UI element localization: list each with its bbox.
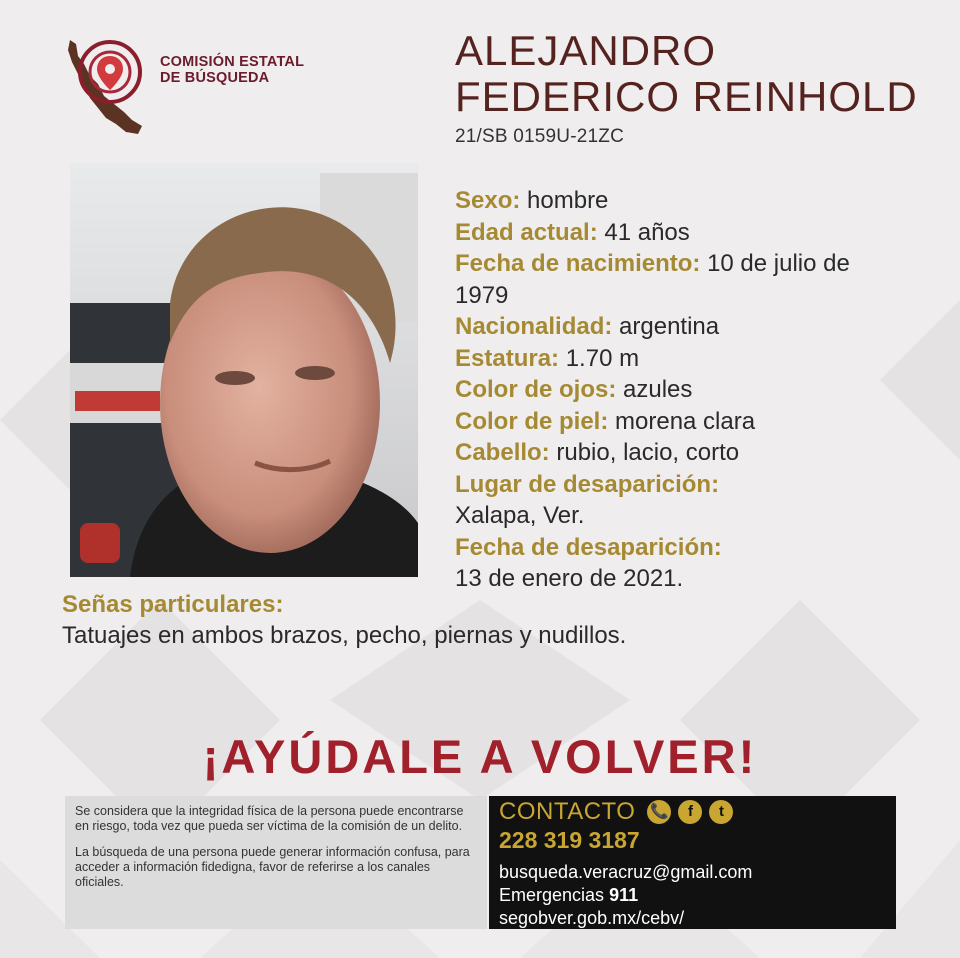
person-name-block — [455, 28, 960, 148]
distinguishing-marks — [62, 589, 942, 651]
detail-fecha-value: 13 de enero de 2021. — [455, 565, 684, 592]
detail-nacionalidad: Nacionalidad: argentina — [455, 313, 720, 340]
person-last-names: FEDERICO REINHOLD — [455, 73, 918, 120]
detail-ojos: Color de ojos: azules — [455, 376, 693, 403]
contact-emergencias: Emergencias 911 — [499, 885, 639, 905]
facebook-icon: f — [678, 800, 702, 824]
senas-label: Señas particulares: — [62, 591, 284, 618]
logo-line-1: COMISIÓN ESTATAL — [160, 54, 305, 70]
contact-header — [499, 798, 896, 826]
contact-email: busqueda.veracruz@gmail.com — [499, 862, 753, 882]
detail-estatura: Estatura: 1.70 m — [455, 344, 640, 372]
twitter-icon: t — [709, 800, 733, 824]
phone-icon: 📞 — [647, 800, 671, 824]
detail-edad: Edad actual: 41 años — [455, 218, 690, 246]
detail-fecha-label: Fecha de desaparición: — [455, 533, 722, 561]
case-folio: 21/SB 0159U-21ZC — [455, 126, 625, 147]
detail-lugar-value: Xalapa, Ver. — [455, 502, 585, 529]
contact-box — [489, 796, 896, 929]
contact-phone: 228 319 3187 — [499, 827, 640, 853]
person-details — [455, 185, 855, 595]
veracruz-map-icon — [62, 34, 157, 138]
detail-nacimiento: Fecha de nacimiento: 10 de julio de 1979 — [455, 250, 850, 309]
disclaimer-paragraph-2: La búsqueda de una persona puede generar información confusa, para acceder a información fidedigna, favor de referirse a los canales oficiales. — [75, 845, 470, 889]
detail-sexo: Sexo: hombre — [455, 187, 609, 214]
contact-title: CONTACTO — [499, 798, 636, 825]
person-photo — [70, 163, 418, 577]
senas-value: Tatuajes en ambos brazos, pecho, piernas y nudillos. — [62, 622, 627, 649]
detail-lugar-label: Lugar de desaparición: — [455, 470, 720, 498]
logo-text — [160, 54, 304, 86]
detail-cabello: Cabello: rubio, lacio, corto — [455, 439, 740, 466]
disclaimer-paragraph-1: Se considera que la integridad física de la persona puede encontrarse en riesgo, toda vez que pueda ser víctima de la comisión de un delito. — [75, 804, 464, 833]
detail-piel: Color de piel: morena clara — [455, 407, 756, 435]
contact-website: segobver.gob.mx/cebv/ — [499, 908, 685, 928]
logo-line-2: DE BÚSQUEDA — [160, 70, 270, 86]
disclaimer-box — [65, 796, 487, 929]
call-to-action: ¡AYÚDALE A VOLVER! — [202, 730, 758, 783]
person-first-name: ALEJANDRO — [455, 27, 717, 74]
logo — [62, 34, 332, 138]
